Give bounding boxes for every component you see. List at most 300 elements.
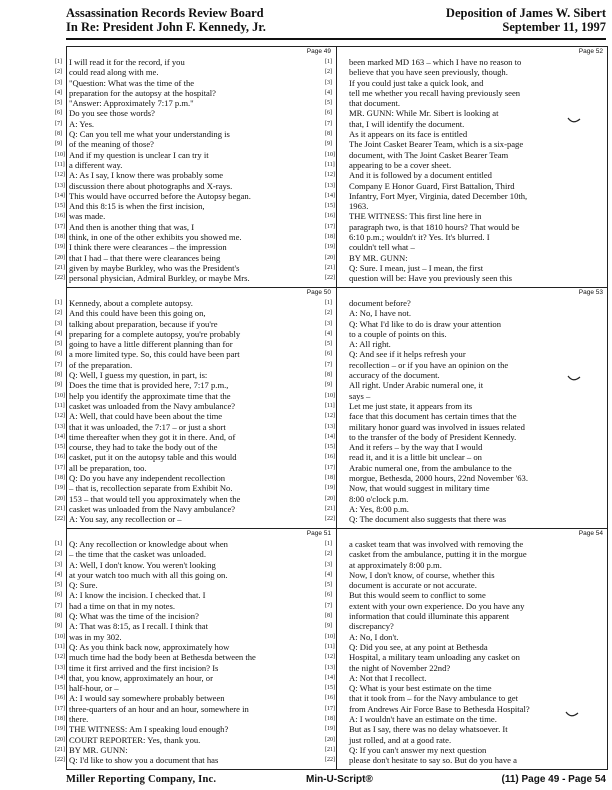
transcript-line	[55, 652, 333, 663]
transcript-line	[55, 411, 333, 422]
transcript-line	[55, 621, 333, 632]
line-text: Q: Sure.	[69, 580, 98, 591]
line-number: [17]	[325, 464, 335, 471]
line-number: [8]	[325, 613, 332, 620]
transcript-line	[325, 232, 605, 243]
transcript-line	[55, 483, 333, 494]
line-text: appearing to be a cover sheet.	[349, 159, 452, 170]
transcript-line	[325, 442, 605, 453]
line-text: Let me just state, it appears from its	[349, 400, 473, 411]
page-52-title: Page 52	[578, 48, 603, 55]
transcript-line	[325, 683, 605, 694]
transcript-line	[55, 298, 333, 308]
line-number: [2]	[325, 69, 332, 76]
line-number: [5]	[55, 582, 62, 589]
line-text: Q: If you can't answer my next question	[349, 744, 487, 755]
line-text: going to have a little different planning than for	[69, 339, 233, 350]
line-number: [22]	[325, 516, 335, 523]
line-number: [19]	[55, 726, 65, 733]
line-text: course, they had to take the body out of the	[69, 442, 218, 453]
line-text: discrepancy?	[349, 621, 394, 632]
line-text: "Answer: Approximately 7:17 p.m."	[69, 98, 194, 109]
line-number: [21]	[55, 264, 65, 271]
page-51-lines	[55, 539, 333, 766]
transcript-line	[325, 590, 605, 601]
page-53-lines	[325, 298, 605, 525]
line-text: at your watch too much with all this going on.	[69, 569, 228, 580]
line-text: Q: Can you tell me what your understanding is	[69, 129, 230, 140]
transcript-line	[55, 672, 333, 683]
line-text: had a time on that in my notes.	[69, 600, 175, 611]
line-number: [8]	[55, 372, 62, 379]
line-text: And then is another thing that was, I	[69, 221, 195, 232]
transcript-line	[325, 641, 605, 652]
transcript-line	[325, 201, 605, 212]
transcript-line	[325, 755, 605, 766]
transcript-line	[325, 672, 605, 683]
page-53-panel	[325, 288, 607, 528]
line-text: Q: What I'd like to do is draw your attention	[349, 318, 501, 329]
line-number: [9]	[325, 141, 332, 148]
transcript-line	[55, 703, 333, 714]
line-number: [4]	[325, 571, 332, 578]
line-text: Q: Did you see, at any point at Bethesda	[349, 641, 488, 652]
line-number: [22]	[325, 275, 335, 282]
line-number: [16]	[55, 213, 65, 220]
transcript-line	[325, 298, 605, 308]
transcript-line	[55, 462, 333, 473]
transcript-line	[55, 262, 333, 273]
line-number: [22]	[55, 757, 65, 764]
line-number: [14]	[325, 192, 335, 199]
line-number: [6]	[55, 592, 62, 599]
line-text: Q: What is your best estimate on the time	[349, 683, 492, 694]
transcript-line	[325, 549, 605, 560]
line-text: This would have occurred before the Autopsy began.	[69, 190, 251, 201]
line-text: THE WITNESS: This first line here in	[349, 211, 482, 222]
line-number: [5]	[325, 582, 332, 589]
line-text: that it took from – for the Navy ambulance to get	[349, 693, 518, 704]
line-number: [21]	[55, 746, 65, 753]
transcript-line	[325, 159, 605, 170]
page-49-lines	[55, 57, 333, 284]
line-text: A: Well, that could have been about the time	[69, 411, 223, 422]
transcript-line	[55, 242, 333, 253]
line-number: [10]	[325, 151, 335, 158]
transcript-line	[325, 87, 605, 98]
line-text: document before?	[349, 298, 411, 308]
line-number: [12]	[325, 413, 335, 420]
transcript-line	[325, 580, 605, 591]
transcript-line	[55, 590, 333, 601]
line-number: [5]	[325, 100, 332, 107]
line-number: [10]	[55, 151, 65, 158]
transcript-line	[55, 98, 333, 109]
line-number: [1]	[55, 300, 62, 306]
transcript-line	[55, 87, 333, 98]
transcript-line	[55, 273, 333, 284]
line-text: "Question: What was the time of the	[69, 77, 195, 88]
transcript-line	[55, 118, 333, 129]
header-deposition: Deposition of James W. Sibert	[445, 6, 606, 20]
transcript-line	[325, 652, 605, 663]
transcript-line	[55, 232, 333, 243]
transcript-line	[325, 473, 605, 484]
line-text: time it first arrived and the first incision? Is	[69, 662, 219, 673]
line-number: [20]	[325, 254, 335, 261]
transcript-line	[325, 569, 605, 580]
transcript-line	[55, 129, 333, 140]
line-number: [11]	[325, 643, 335, 650]
line-number: [21]	[55, 505, 65, 512]
transcript-line	[325, 503, 605, 514]
transcript-line	[325, 308, 605, 319]
transcript-line	[325, 600, 605, 611]
line-text: that, I will identify the document.	[349, 118, 465, 129]
line-text: A: I know the incision. I checked that. I	[69, 590, 206, 601]
line-text: could read along with me.	[69, 67, 159, 78]
line-number: [8]	[325, 372, 332, 379]
line-number: [7]	[325, 602, 332, 609]
line-text: And it refers – by the way that I would	[349, 442, 483, 453]
line-number: [3]	[325, 561, 332, 568]
line-text: COURT REPORTER: Yes, thank you.	[69, 734, 201, 745]
transcript-line	[55, 734, 333, 745]
transcript-line	[55, 339, 333, 350]
line-number: [15]	[55, 203, 65, 210]
line-number: [3]	[325, 79, 332, 86]
line-number: [10]	[55, 392, 65, 399]
page-54-lines	[325, 539, 605, 766]
line-text: A: Yes.	[69, 118, 95, 129]
transcript-line	[325, 242, 605, 253]
line-number: [19]	[325, 726, 335, 733]
transcript-line	[325, 98, 605, 109]
line-number: [3]	[55, 79, 62, 86]
transcript-line	[325, 139, 605, 150]
transcript-line	[55, 370, 333, 381]
line-number: [19]	[325, 244, 335, 251]
transcript-line	[55, 514, 333, 525]
transcript-line	[325, 252, 605, 263]
line-text: much time had the body been at Bethesda between the	[69, 652, 256, 663]
line-text: discussion there about photographs and X-rays.	[69, 180, 233, 191]
transcript-line	[325, 77, 605, 88]
line-text: believe that you have seen previously, though.	[349, 67, 508, 78]
transcript-line	[55, 349, 333, 360]
line-number: [16]	[325, 454, 335, 461]
line-number: [9]	[55, 141, 62, 148]
transcript-line	[55, 77, 333, 88]
line-text: Kennedy, about a complete autopsy.	[69, 298, 193, 308]
line-number: [11]	[55, 643, 65, 650]
transcript-line	[55, 683, 333, 694]
line-number: [12]	[325, 654, 335, 661]
line-number: [7]	[55, 602, 62, 609]
line-number: [4]	[55, 89, 62, 96]
line-text: time thereafter when they got it in there. And, of	[69, 431, 236, 442]
transcript-line	[55, 724, 333, 735]
transcript-line	[325, 400, 605, 411]
line-text: been marked MD 163 – which I have no reason to	[349, 57, 522, 67]
header-left	[66, 6, 266, 34]
line-number: [16]	[55, 695, 65, 702]
line-number: [6]	[55, 351, 62, 358]
line-number: [12]	[55, 413, 65, 420]
footer-minuscript: Min-U-Script®	[306, 774, 373, 785]
line-text: Do you see those words?	[69, 108, 155, 119]
transcript-line	[325, 273, 605, 284]
line-text: I will read it for the record, if you	[69, 57, 185, 67]
line-number: [17]	[55, 223, 65, 230]
page-53-title: Page 53	[578, 289, 603, 296]
page-52-panel	[325, 47, 607, 287]
transcript-line	[55, 662, 333, 673]
line-number: [10]	[325, 633, 335, 640]
line-text: A: No, I don't.	[349, 631, 399, 642]
line-text: Arabic numeral one, from the ambulance to the	[349, 462, 512, 473]
line-text: Q: The document also suggests that there was	[349, 514, 507, 525]
line-number: [5]	[55, 341, 62, 348]
page-footer	[66, 774, 606, 788]
transcript-line	[55, 431, 333, 442]
line-text: Q: Any recollection or knowledge about when	[69, 539, 228, 549]
line-number: [4]	[325, 89, 332, 96]
line-text: A: Not that I recollect.	[349, 672, 427, 683]
line-number: [22]	[55, 516, 65, 523]
transcript-line	[325, 57, 605, 67]
line-number: [2]	[55, 69, 62, 76]
line-text: of the preparation.	[69, 359, 133, 370]
line-text: to the transfer of the body of President Kennedy.	[349, 431, 517, 442]
line-number: [14]	[55, 433, 65, 440]
transcript-line	[325, 611, 605, 622]
transcript-line	[325, 621, 605, 632]
transcript-line	[325, 67, 605, 78]
transcript-line	[325, 421, 605, 432]
line-number: [14]	[325, 674, 335, 681]
transcript-line	[55, 108, 333, 119]
transcript-line	[55, 744, 333, 755]
line-number: [18]	[325, 234, 335, 241]
page-51-title: Page 51	[306, 530, 331, 537]
transcript-line	[55, 493, 333, 504]
page-51-panel	[55, 529, 335, 769]
line-number: [1]	[325, 59, 332, 65]
transcript-line	[55, 180, 333, 191]
line-text: Q: Sure. I mean, just – I mean, the first	[349, 262, 484, 273]
line-text: 8:00 o'clock p.m.	[349, 493, 409, 504]
transcript-line	[325, 370, 605, 381]
line-number: [20]	[55, 736, 65, 743]
line-number: [2]	[55, 551, 62, 558]
transcript-line	[55, 221, 333, 232]
line-text: casket, put it on the autopsy table and this would	[69, 452, 237, 463]
transcript-line	[325, 262, 605, 273]
line-text: given by maybe Burkley, who was the President's	[69, 262, 240, 273]
transcript-line	[325, 108, 605, 119]
line-text: a casket team that was involved with removing the	[349, 539, 524, 549]
transcript-line	[55, 442, 333, 453]
transcript-line	[55, 190, 333, 201]
line-text: All right. Under Arabic numeral one, it	[349, 380, 484, 391]
line-number: [7]	[325, 120, 332, 127]
line-text: And this could have been this going on,	[69, 308, 206, 319]
transcript-line	[55, 380, 333, 391]
transcript-line	[55, 359, 333, 370]
transcript-line	[325, 118, 605, 129]
line-text: A: No, I have not.	[349, 308, 412, 319]
line-number: [18]	[55, 716, 65, 723]
line-number: [1]	[325, 300, 332, 306]
line-number: [5]	[325, 341, 332, 348]
line-number: [18]	[325, 716, 335, 723]
line-text: all be preparation, too.	[69, 462, 147, 473]
line-number: [14]	[325, 433, 335, 440]
line-text: 1963.	[349, 201, 369, 212]
line-text: a different way.	[69, 159, 123, 170]
line-text: But as I say, there was no delay whatsoever. It	[349, 724, 508, 735]
page-54-panel	[325, 529, 607, 769]
transcript-line	[55, 421, 333, 432]
line-text: says –	[349, 390, 371, 401]
transcript-line	[325, 744, 605, 755]
handwritten-check-mark-icon	[565, 711, 579, 719]
page-49-panel	[55, 47, 335, 287]
line-text: casket from the ambulance, putting it in the morgue	[349, 549, 527, 560]
line-text: that I had – that there were clearances being	[69, 252, 221, 263]
line-number: [11]	[55, 161, 65, 168]
transcript-line	[55, 714, 333, 725]
line-text: Hospital, a military team unloading any casket on	[349, 652, 520, 663]
transcript-line	[325, 493, 605, 504]
line-text: to a couple of points on this.	[349, 328, 447, 339]
line-text: – that is, recollection separate from Exhibit No.	[69, 483, 233, 494]
transcript-line	[325, 411, 605, 422]
transcript-line	[55, 693, 333, 704]
transcript-line	[55, 580, 333, 591]
line-number: [17]	[325, 223, 335, 230]
line-text: that it was unloaded, the 7:17 – or just a short	[69, 421, 226, 432]
transcript-line	[325, 359, 605, 370]
line-text: And this 8:15 is when the first incision,	[69, 201, 205, 212]
line-text: I think there were clearances – the impression	[69, 242, 227, 253]
line-text: Q: Do you have any independent recollection	[69, 473, 226, 484]
line-text: half-hour, or –	[69, 683, 119, 694]
transcript-line	[325, 318, 605, 329]
line-number: [17]	[55, 464, 65, 471]
line-number: [10]	[325, 392, 335, 399]
transcript-line	[55, 549, 333, 560]
page-header	[66, 2, 606, 40]
transcript-line	[55, 57, 333, 67]
line-number: [16]	[325, 213, 335, 220]
line-number: [20]	[55, 254, 65, 261]
page-50-panel	[55, 288, 335, 528]
line-text: 6:10 p.m.; wouldn't it? Yes. It's blurred. I	[349, 232, 490, 243]
line-text: The Joint Casket Bearer Team, which is a six-page	[349, 139, 524, 150]
transcript-line	[325, 693, 605, 704]
line-text: 153 – that would tell you approximately when the	[69, 493, 241, 504]
line-number: [13]	[325, 664, 335, 671]
line-number: [2]	[55, 310, 62, 317]
line-text: face that this document has certain times that the	[349, 411, 517, 422]
line-number: [3]	[55, 561, 62, 568]
transcript-line	[325, 462, 605, 473]
line-number: [3]	[55, 320, 62, 327]
transcript-line	[325, 662, 605, 673]
line-text: A: Yes, 8:00 p.m.	[349, 503, 409, 514]
transcript-line	[325, 339, 605, 350]
line-text: Q: Well, I guess my question, in part, is:	[69, 370, 208, 381]
line-text: A: All right.	[349, 339, 391, 350]
line-number: [17]	[55, 705, 65, 712]
transcript-line	[325, 180, 605, 191]
line-text: A: That was 8:15, as I recall. I think that	[69, 621, 208, 632]
line-number: [11]	[55, 402, 65, 409]
transcript-line	[55, 318, 333, 329]
line-number: [16]	[55, 454, 65, 461]
transcript-line	[55, 308, 333, 319]
line-number: [7]	[325, 361, 332, 368]
line-number: [15]	[325, 203, 335, 210]
transcript-line	[55, 328, 333, 339]
line-number: [6]	[325, 110, 332, 117]
line-text: of the meaning of those?	[69, 139, 154, 150]
line-text: a more limited type. So, this could have been part	[69, 349, 240, 360]
page-52-lines	[325, 57, 605, 284]
transcript-line	[325, 483, 605, 494]
footer-page-range: (11) Page 49 - Page 54	[501, 774, 606, 785]
transcript-line	[55, 631, 333, 642]
line-text: – the time that the casket was unloaded.	[69, 549, 206, 560]
line-number: [18]	[55, 234, 65, 241]
page-50-lines	[55, 298, 333, 525]
header-board: Assassination Records Review Board	[66, 6, 264, 20]
line-text: casket was unloaded from the Navy ambulance?	[69, 400, 236, 411]
line-text: was in my 302.	[69, 631, 122, 642]
line-text: A: I wouldn't have an estimate on the time.	[349, 714, 497, 725]
line-text: recollection – or if you have an opinion on the	[349, 359, 509, 370]
line-text: As it appears on its face is entitled	[349, 129, 468, 140]
line-number: [14]	[55, 192, 65, 199]
line-number: [7]	[55, 361, 62, 368]
line-number: [15]	[325, 685, 335, 692]
header-date: September 11, 1997	[502, 20, 606, 34]
transcript-line	[325, 129, 605, 140]
transcript-line	[325, 211, 605, 222]
line-text: from Andrews Air Force Base to Bethesda Hospital?	[349, 703, 530, 714]
line-text: preparing for a complete autopsy, you're probably	[69, 328, 241, 339]
line-number: [15]	[55, 685, 65, 692]
line-text: just rolled, and at a good rate.	[349, 734, 452, 745]
line-text: BY MR. GUNN:	[349, 252, 408, 263]
line-text: And it is followed by a document entitled	[349, 170, 492, 181]
line-number: [19]	[55, 485, 65, 492]
line-number: [19]	[55, 244, 65, 251]
line-number: [6]	[325, 351, 332, 358]
transcript-line	[325, 734, 605, 745]
line-number: [11]	[325, 161, 335, 168]
line-text: MR. GUNN: While Mr. Sibert is looking at	[349, 108, 499, 119]
line-text: read it, and it is a little bit unclear – on	[349, 452, 482, 463]
line-number: [19]	[325, 485, 335, 492]
line-number: [15]	[55, 444, 65, 451]
line-text: document is accurate or not accurate.	[349, 580, 477, 591]
line-text: tell me whether you recall having previously seen	[349, 87, 521, 98]
transcript-line	[55, 600, 333, 611]
line-text: at approximately 8:00 p.m.	[349, 559, 442, 570]
